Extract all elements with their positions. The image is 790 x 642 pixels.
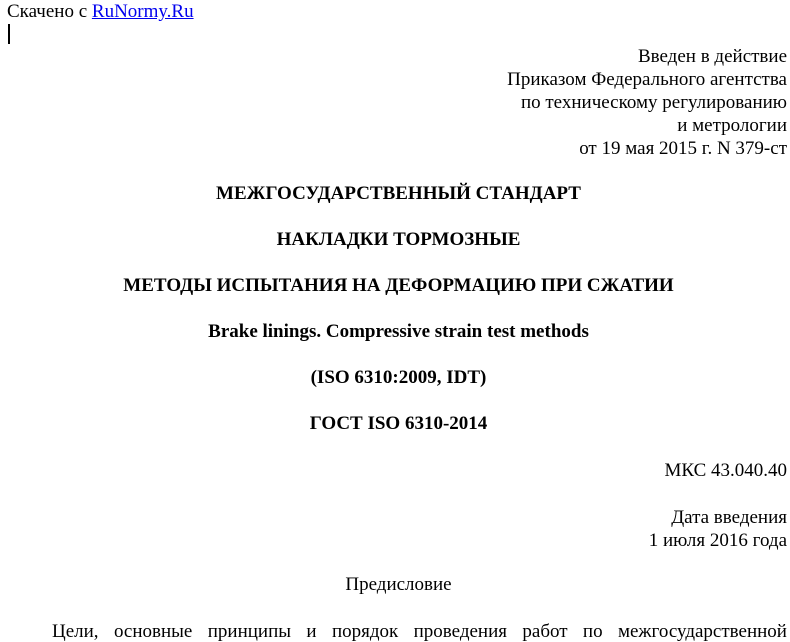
download-source [7, 1, 194, 22]
download-source-prefix: Скачено с [7, 1, 92, 22]
english-title: Brake linings. Compressive strain test methods [208, 321, 589, 342]
paragraph-word: принципы [207, 621, 292, 642]
mks-code: МКС 43.040.40 [664, 460, 787, 481]
runormy-link[interactable]: RuNormy.Ru [91, 1, 194, 22]
foreword-paragraph [52, 621, 787, 642]
paragraph-word: основные [113, 621, 193, 642]
paragraph-word: Цели, [52, 621, 99, 642]
approval-block [507, 45, 787, 160]
approval-line: от 19 мая 2015 г. N 379-ст [579, 138, 787, 159]
paragraph-word: по [582, 621, 603, 642]
paragraph-word: порядок [331, 621, 399, 642]
intro-date-value: 1 июля 2016 года [648, 530, 787, 551]
approval-line: по техническому регулированию [520, 92, 787, 113]
text-cursor [8, 24, 10, 44]
intro-date-label: Дата введения [671, 507, 787, 528]
foreword-heading: Предисловие [345, 574, 452, 595]
paragraph-word: работ [522, 621, 568, 642]
intro-date-block [649, 506, 787, 552]
approval-line: Приказом Федерального агентства [507, 69, 787, 90]
iso-reference: (ISO 6310:2009, IDT) [310, 367, 487, 388]
paragraph-word: проведения [413, 621, 508, 642]
paragraph-word: и [306, 621, 317, 642]
standard-name-heading: НАКЛАДКИ ТОРМОЗНЫЕ [276, 229, 521, 250]
approval-line: и метрологии [677, 115, 787, 136]
paragraph-word: межгосударственной [617, 621, 787, 642]
approval-line: Введен в действие [637, 46, 787, 67]
gost-number: ГОСТ ISO 6310-2014 [309, 413, 488, 434]
standard-type-heading: МЕЖГОСУДАРСТВЕННЫЙ СТАНДАРТ [216, 183, 581, 204]
standard-subtitle-heading: МЕТОДЫ ИСПЫТАНИЯ НА ДЕФОРМАЦИЮ ПРИ СЖАТИИ [123, 275, 674, 296]
